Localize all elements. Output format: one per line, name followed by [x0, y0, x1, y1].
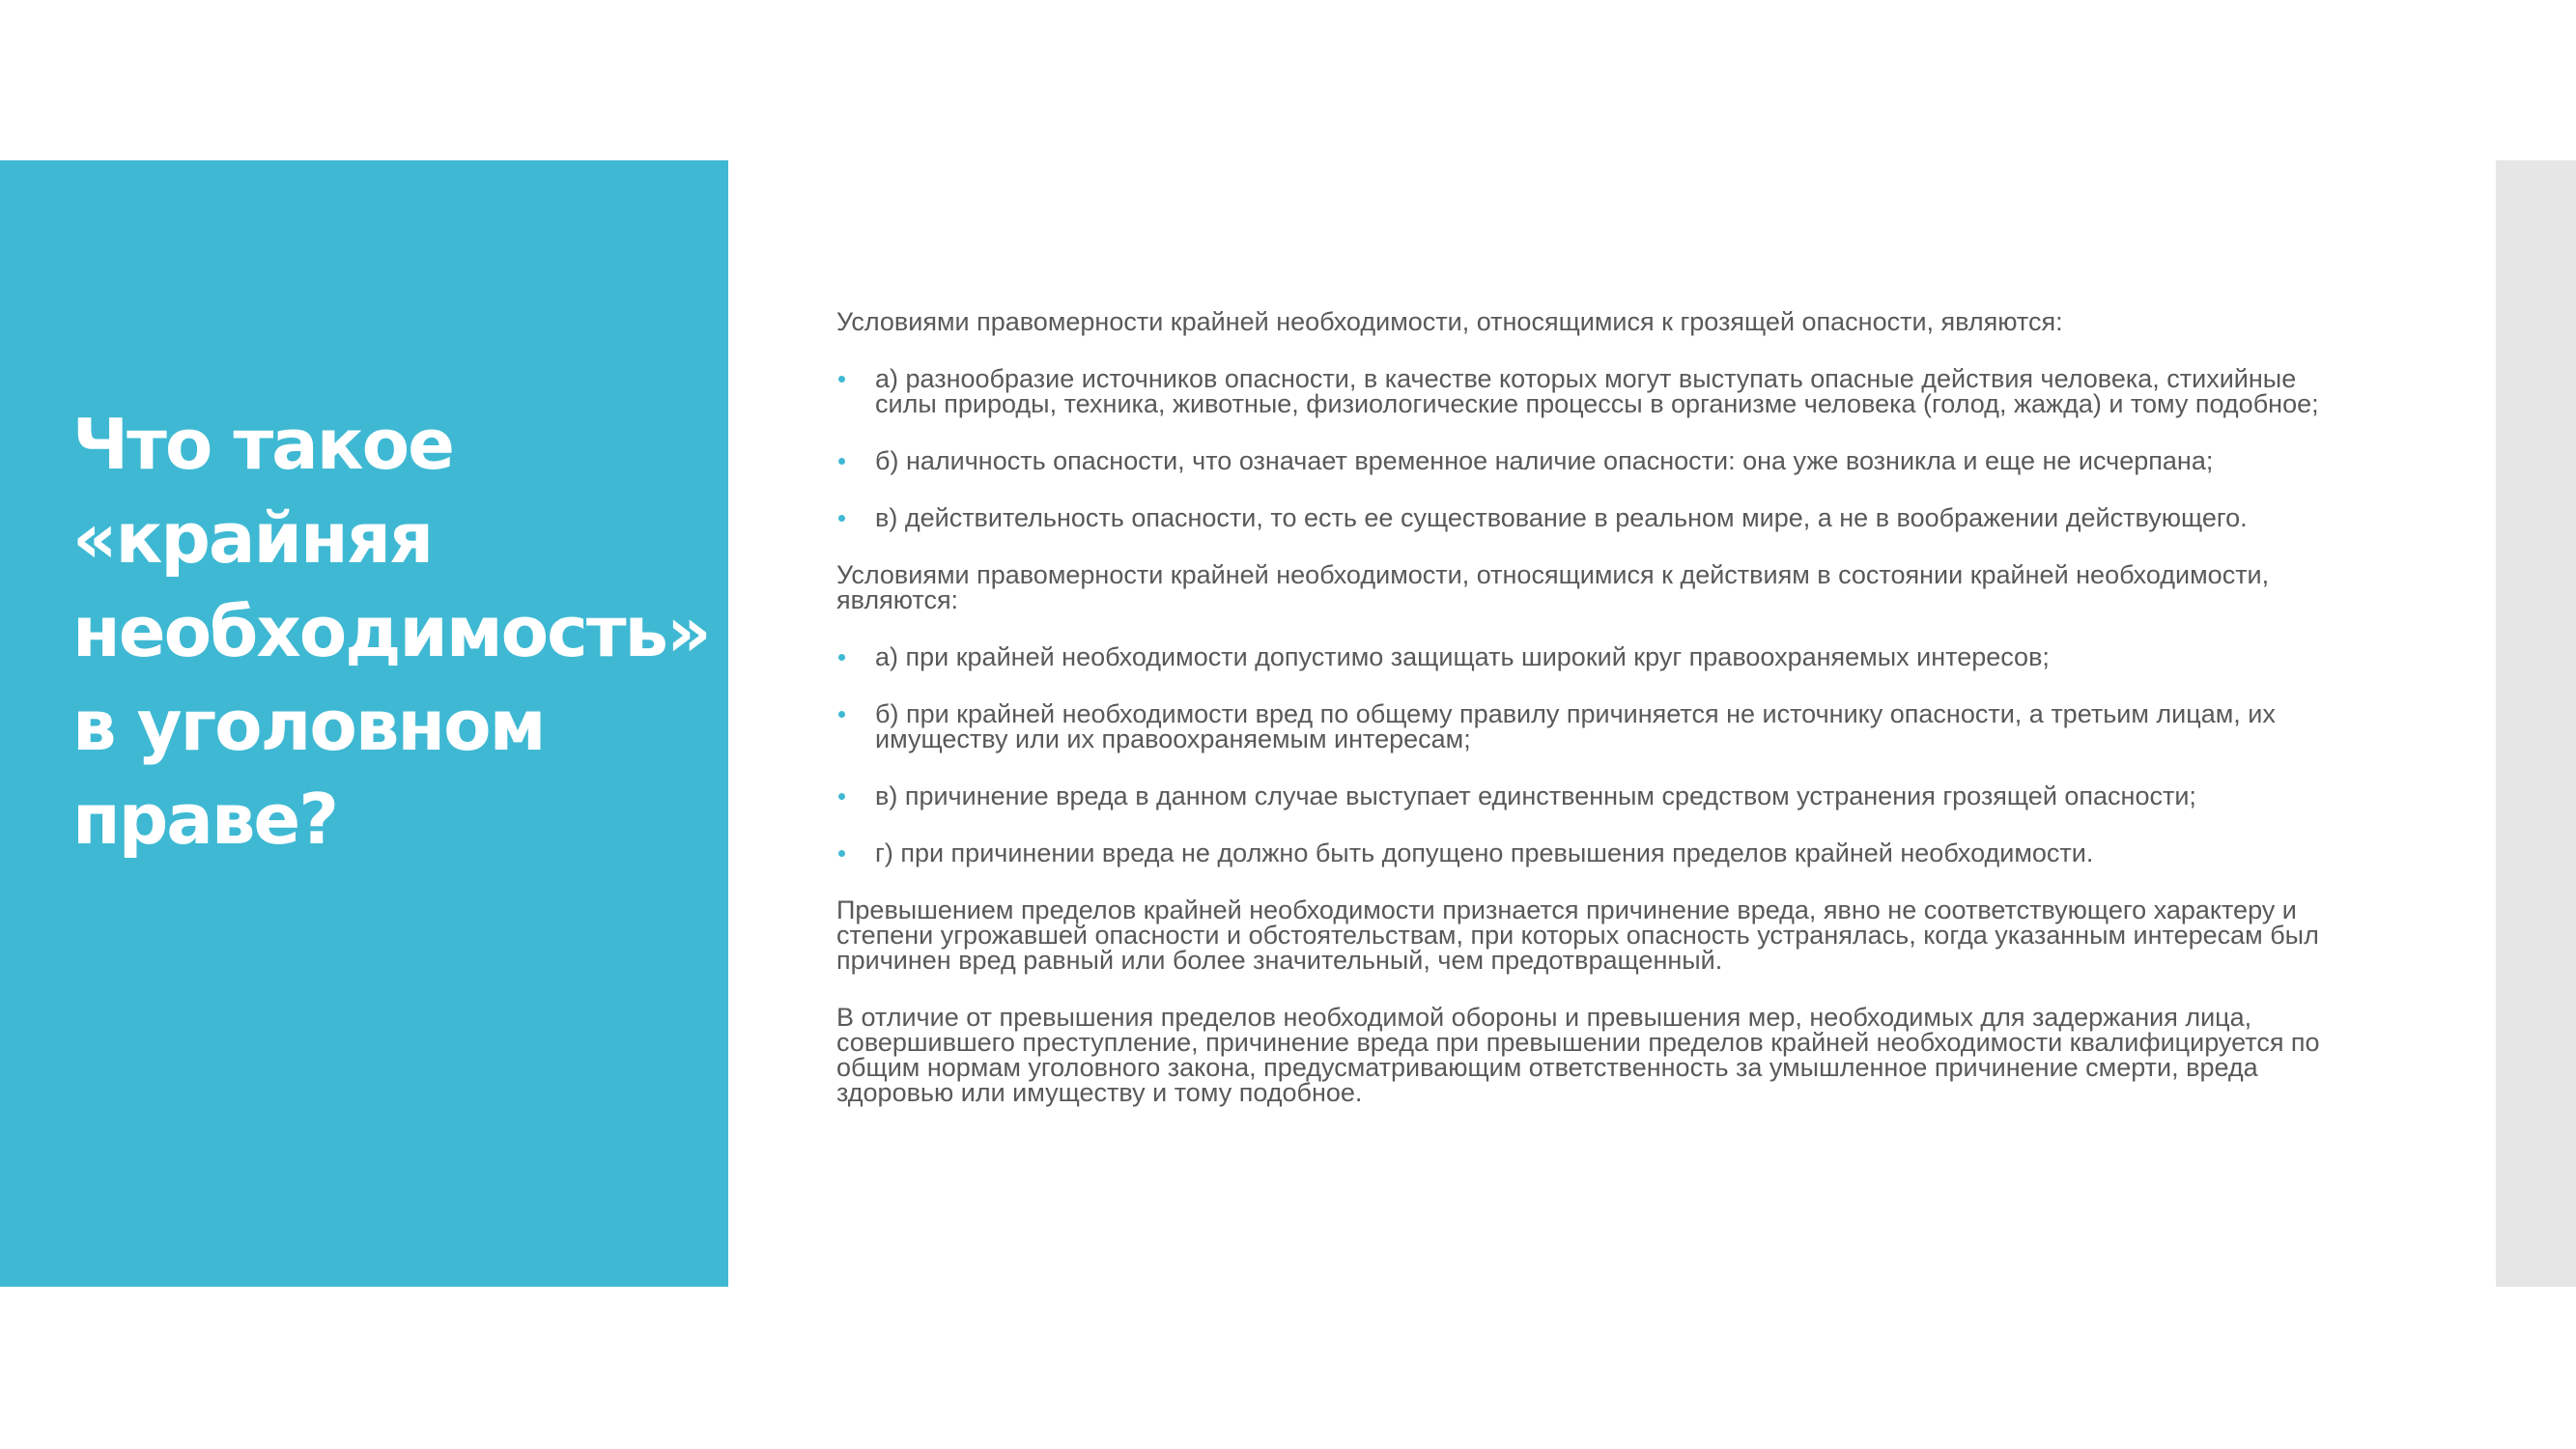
list-item: [836, 701, 2353, 752]
list-item-text: г) при причинении вреда не должно быть допущено превышения пределов крайней необходимости.: [875, 838, 2094, 867]
list-item-text: в) причинение вреда в данном случае выступает единственным средством устранения грозящей опасности;: [875, 781, 2196, 810]
list-item-text: б) при крайней необходимости вред по общему правилу причиняется не источнику опасности, а третьим лицам, их имуществу или их правоохраняемым интересам;: [875, 699, 2276, 753]
bullet-dot-icon: [838, 711, 845, 718]
list-item: [836, 448, 2353, 473]
slide-content: [836, 309, 2353, 1137]
bullet-dot-icon: [838, 376, 845, 383]
bullet-dot-icon: [838, 458, 845, 465]
list-item: [836, 783, 2353, 809]
list-item-text: а) при крайней необходимости допустимо защищать широкий круг правоохраняемых интересов;: [875, 642, 2050, 671]
excess-paragraph: Превышением пределов крайней необходимости признается причинение вреда, явно не соответствующего характеру и степени угрожавшей опасности и обстоятельствам, при которых опасность устранялась, когда указанным интересам был причинен вред равный или более значительный, чем предотвращенный.: [836, 895, 2319, 975]
bullet-dot-icon: [838, 793, 845, 800]
intro-paragraph-danger: Условиями правомерности крайней необходимости, относящимися к грозящей опасности, являются:: [836, 307, 2063, 336]
bullet-dot-icon: [838, 654, 845, 661]
bullet-dot-icon: [838, 850, 845, 857]
bullet-dot-icon: [838, 515, 845, 522]
intro-paragraph-actions: Условиями правомерности крайней необходимости, относящимися к действиям в состоянии крайней необходимости, являются:: [836, 560, 2270, 614]
list-item-text: в) действительность опасности, то есть ее существование в реальном мире, а не в воображении действующего.: [875, 503, 2248, 532]
list-item: [836, 840, 2353, 866]
list-item: [836, 644, 2353, 669]
right-edge-strip: [2496, 160, 2576, 1287]
list-item-text: б) наличность опасности, что означает временное наличие опасности: она уже возникла и еще не исчерпана;: [875, 446, 2214, 475]
list-item: [836, 505, 2353, 530]
list-item-text: а) разнообразие источников опасности, в качестве которых могут выступать опасные действия человека, стихийные силы природы, техника, животные, физиологические процессы в организме человека (голод, жажда) и тому подобное;: [875, 364, 2319, 418]
slide-title: Что такое «крайняя необходимость» в уголовном праве?: [72, 404, 710, 860]
difference-paragraph: В отличие от превышения пределов необходимой обороны и превышения мер, необходимых для задержания лица, совершившего преступление, причинение вреда при превышении пределов крайней необходимости квалифицируется по общим нормам уголовного закона, предусматривающим ответственность за умышленное причинение смерти, вреда здоровью или имуществу и тому подобное.: [836, 1003, 2320, 1107]
list-item: [836, 366, 2353, 416]
